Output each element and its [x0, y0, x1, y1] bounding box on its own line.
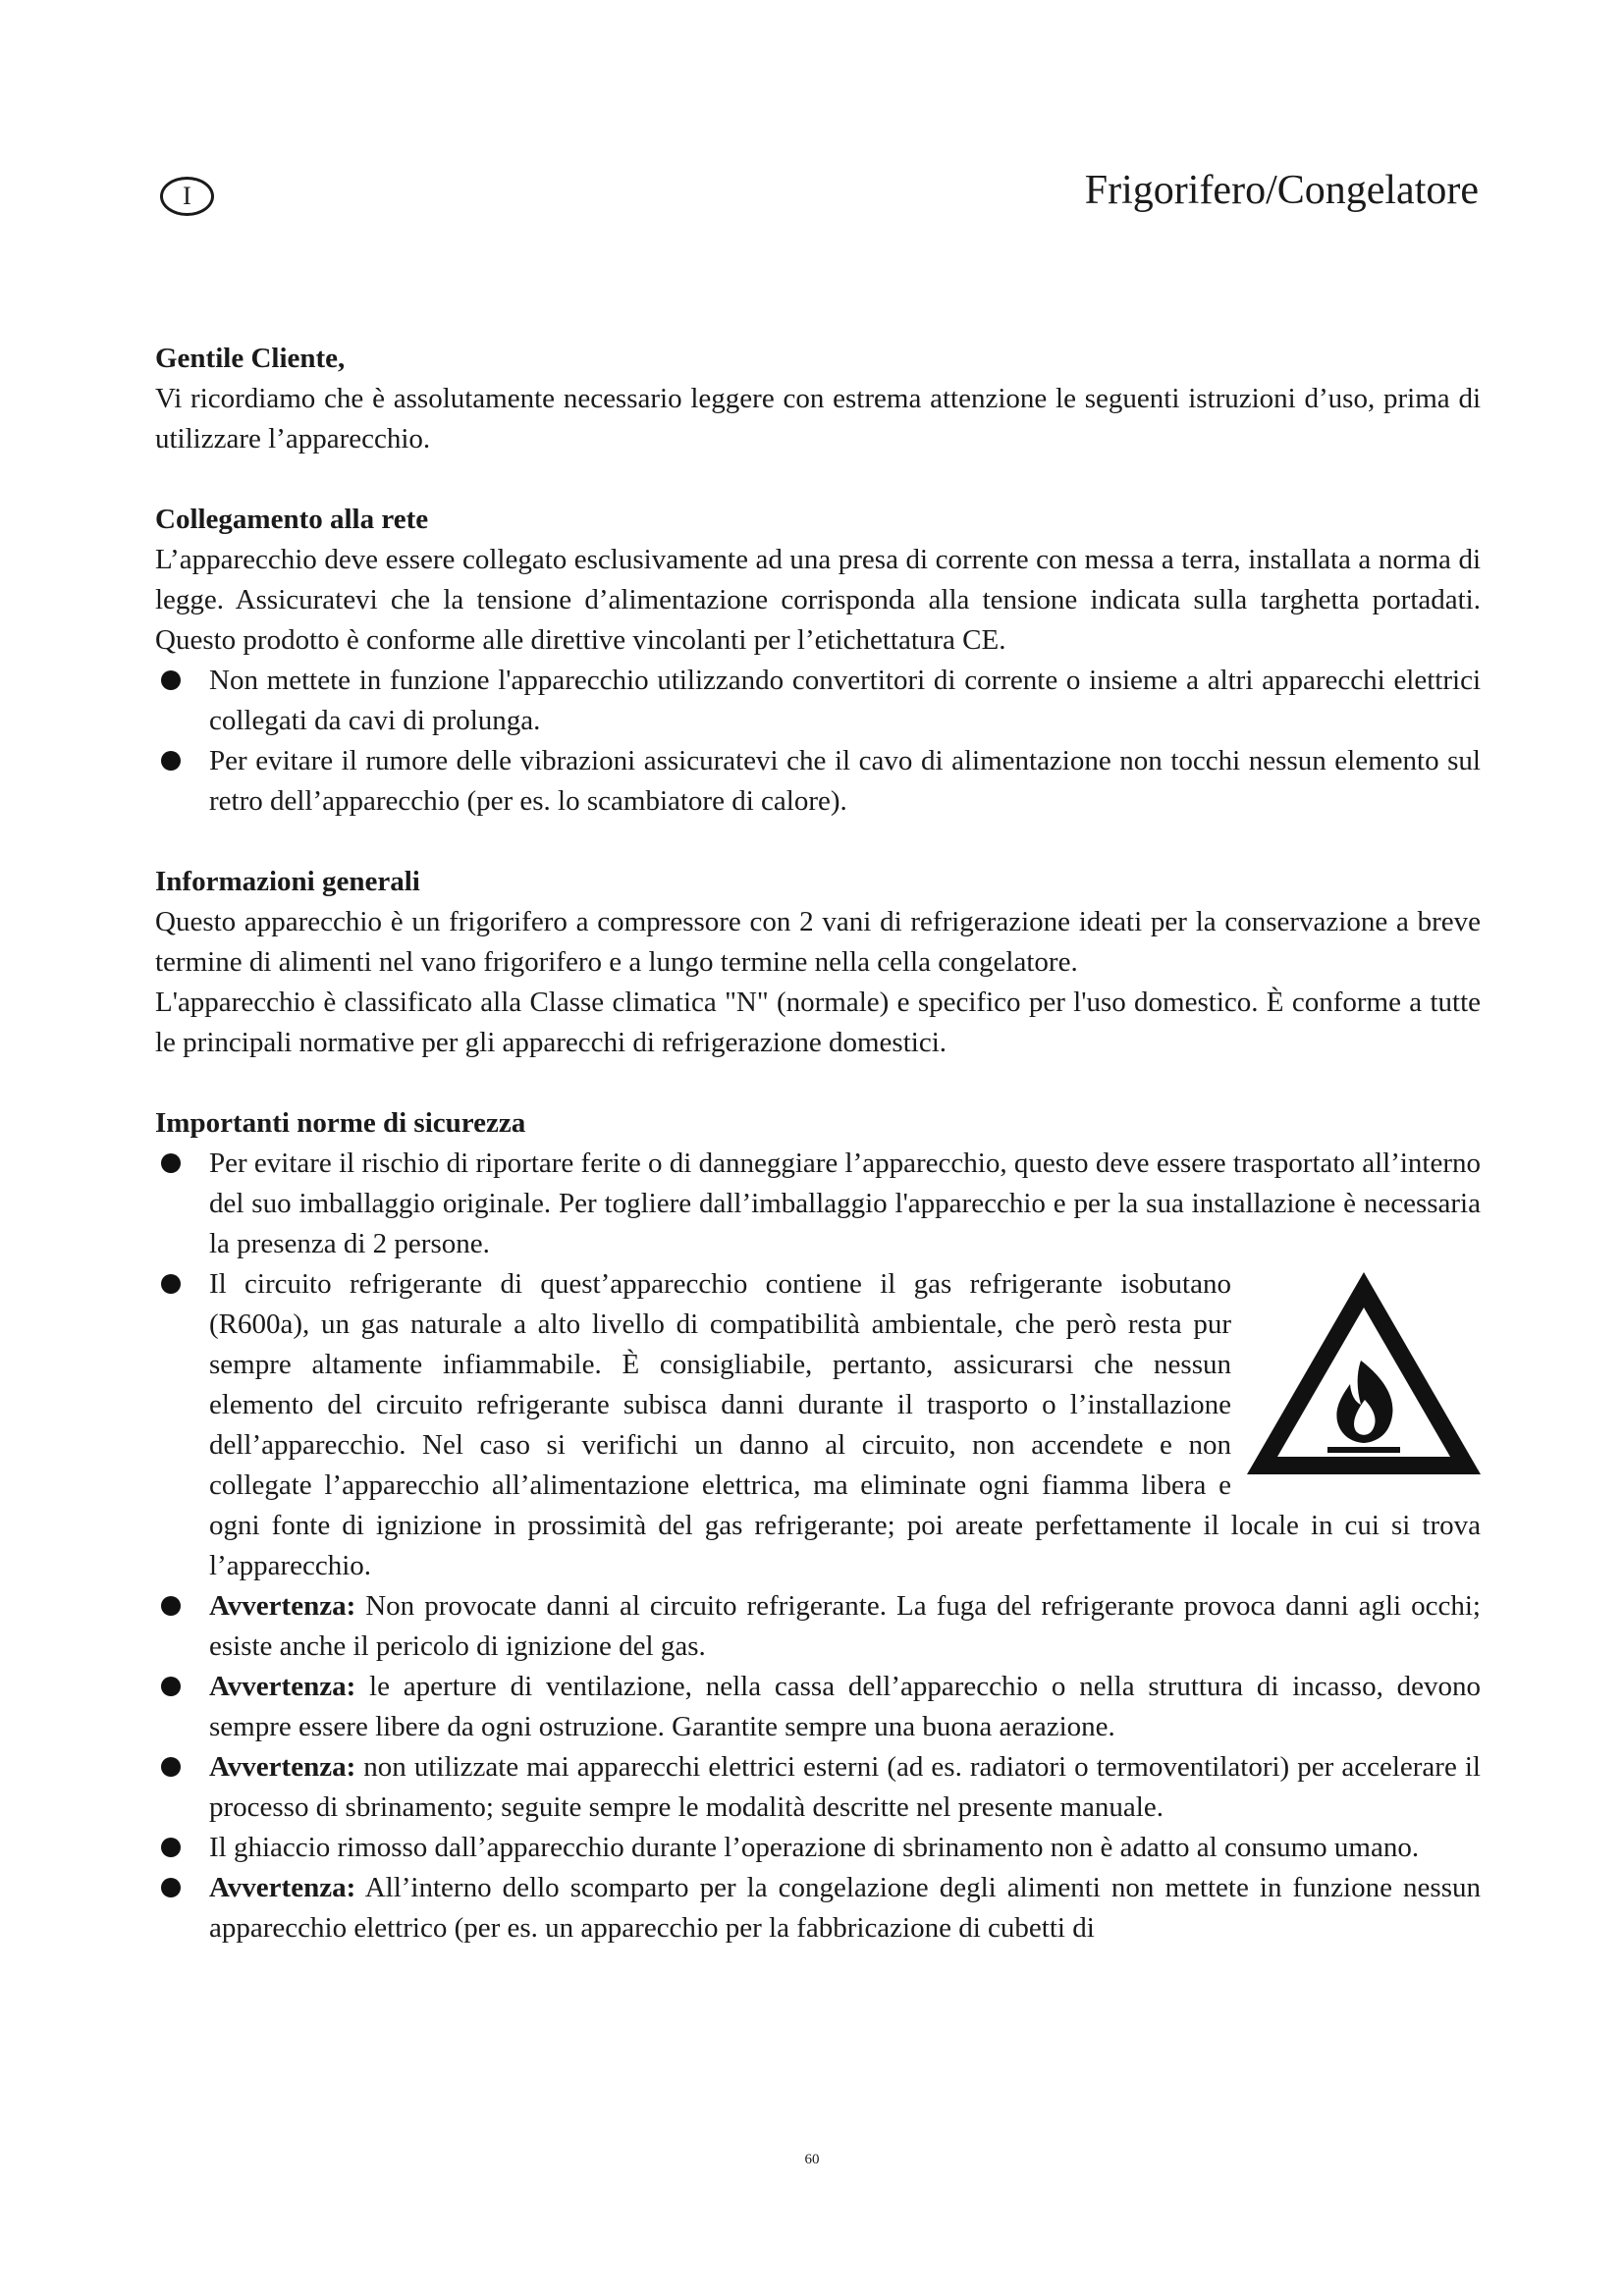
list-item: [155, 1144, 1481, 1264]
list-item: [155, 1586, 1481, 1667]
flammable-warning-icon: [1241, 1264, 1487, 1482]
informazioni-heading: Informazioni generali: [155, 866, 420, 897]
list-item-text: Il ghiaccio rimosso dall’apparecchio durante l’operazione di sbrinamento non è adatto al consumo umano.: [209, 1832, 1420, 1863]
warning-label: Avvertenza:: [209, 1671, 356, 1702]
list-item-text: le aperture di ventilazione, nella cassa dell’apparecchio o nella struttura di incasso, devono sempre essere libere da ogni ostruzione. Garantite sempre una buona aerazione.: [209, 1671, 1481, 1742]
list-item: [155, 1747, 1481, 1828]
document-title: Frigorifero/Congelatore: [1084, 168, 1479, 213]
informazioni-paragraph: Questo apparecchio è un frigorifero a compressore con 2 vani di refrigerazione ideati per la conservazione a breve termine di alimenti nel vano frigorifero e a lungo termine nella cella congelatore.: [155, 906, 1481, 978]
language-badge: [160, 177, 214, 216]
list-item: Non mettete in funzione l'apparecchio utilizzando convertitori di corrente o insieme a altri apparecchi elettrici collegati da cavi di prolunga.: [155, 661, 1481, 741]
warning-label: Avvertenza:: [209, 1751, 356, 1783]
list-item: Per evitare il rumore delle vibrazioni assicuratevi che il cavo di alimentazione non tocchi nessun elemento sul retro dell’apparecchio (per es. lo scambiatore di calore).: [155, 741, 1481, 822]
list-item-text: Non provocate danni al circuito refrigerante. La fuga del refrigerante provoca danni agli occhi; esiste anche il pericolo di ignizione del gas.: [209, 1590, 1481, 1662]
list-item-text: non utilizzate mai apparecchi elettrici esterni (ad es. radiatori o termoventilatori) per accelerare il processo di sbrinamento; seguite sempre le modalità descritte nel presente manuale.: [209, 1751, 1481, 1823]
intro-text: Vi ricordiamo che è assolutamente necessario leggere con estrema attenzione le seguenti istruzioni d’uso, prima di utilizzare l’apparecchio.: [155, 383, 1481, 454]
collegamento-text: L’apparecchio deve essere collegato esclusivamente ad una presa di corrente con messa a terra, installata a norma di legge. Assicuratevi che la tensione d’alimentazione corrisponda alla tensione indicata sulla targhetta portadati. Questo prodotto è conforme alle direttive vincolanti per l’etichettatura CE.: [155, 544, 1481, 656]
page-number: 60: [804, 2152, 820, 2167]
warning-label: Avvertenza:: [209, 1590, 356, 1622]
list-item: [155, 1667, 1481, 1747]
list-item: [155, 1868, 1481, 1949]
list-item-text: All’interno dello scomparto per la congelazione degli alimenti non mettete in funzione nessun apparecchio elettrico (per es. un apparecchio per la fabbricazione di cubetti di: [209, 1872, 1481, 1944]
collegamento-bullet-list: [155, 661, 1481, 822]
sicurezza-section: [155, 1103, 1481, 1949]
list-item-text: Il circuito refrigerante di quest’apparecchio contiene il gas refrigerante isobutano (R600a), un gas naturale a alto livello di compatibilità ambientale, che però resta pur sempre altamente infiammabile. È consigliabile, pertanto, assicurarsi che nessun elemento del circuito refrigerante subisca danni durante il trasporto o l’installazione dell’apparecchio. Nel caso si verifichi un danno al circuito, non accendete e non collegate l’apparecchio all’alimentazione elettrica, ma eliminate ogni fiamma libera e ogni fonte di ignizione in prossimità del gas refrigerante; poi areate perfettamente il locale in cui si trova l’apparecchio.: [209, 1268, 1481, 1581]
informazioni-section: [155, 862, 1481, 1063]
language-badge-label: I: [183, 182, 191, 210]
page-content: [155, 339, 1481, 1989]
sicurezza-heading: Importanti norme di sicurezza: [155, 1107, 526, 1139]
informazioni-paragraph: L'apparecchio è classificato alla Classe climatica "N" (normale) e specifico per l'uso domestico. È conforme a tutte le principali normative per gli apparecchi di refrigerazione domestici.: [155, 987, 1481, 1058]
intro-heading: Gentile Cliente,: [155, 343, 346, 374]
warning-label: Avvertenza:: [209, 1872, 356, 1903]
list-item: [155, 1264, 1481, 1586]
list-item: [155, 1828, 1481, 1868]
sicurezza-bullet-list: [155, 1144, 1481, 1949]
collegamento-section: [155, 500, 1481, 822]
intro-section: [155, 339, 1481, 459]
collegamento-heading: Collegamento alla rete: [155, 504, 429, 535]
list-item-text: Per evitare il rischio di riportare ferite o di danneggiare l’apparecchio, questo deve essere trasportato all’interno del suo imballaggio originale. Per togliere dall’imballaggio l'apparecchio e per la sua installazione è necessaria la presenza di 2 persone.: [209, 1148, 1481, 1259]
